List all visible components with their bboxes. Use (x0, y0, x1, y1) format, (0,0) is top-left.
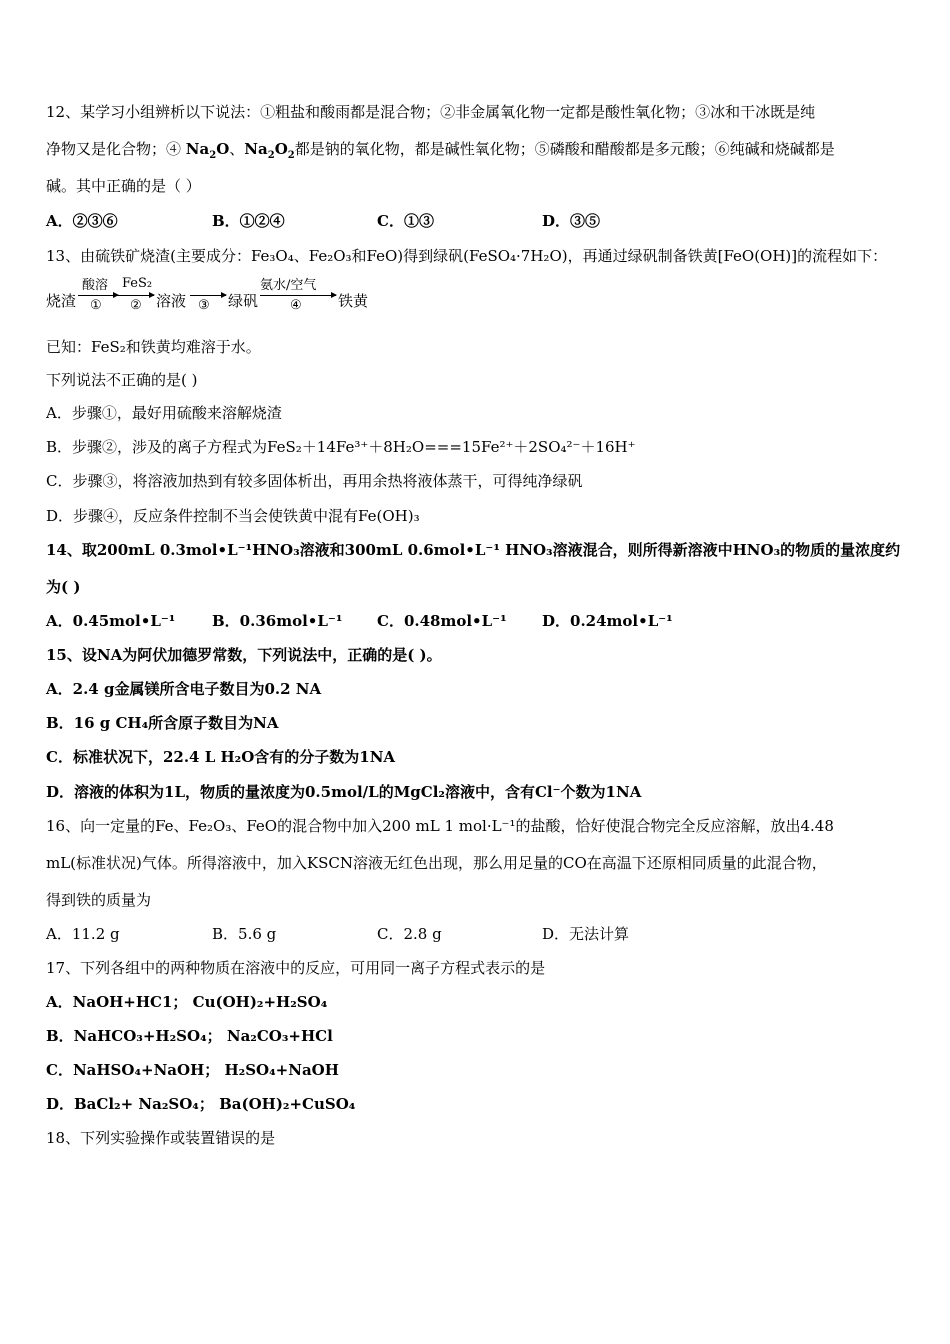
q12-line3: 碱。其中正确的是（ ） (46, 177, 201, 195)
flow-mid1: 溶液 (156, 292, 187, 310)
q15-line1: 15、设NA为阿伏加德罗常数，下列说法中，正确的是( )。 (46, 646, 442, 664)
q14-option-c: C．0.48mol•L⁻¹ (377, 612, 507, 630)
flow-start: 烧渣 (46, 292, 77, 310)
q13-flow-diagram (46, 276, 386, 320)
na2o-formula: $Na_2O$ (185, 140, 230, 161)
q14-line1: 14、取200mL 0.3mol•L⁻¹HNO₃溶液和300mL 0.6mol•L⁻¹ HNO₃溶液混合，则所得新溶液中HNO₃的物质的量浓度约 (46, 541, 901, 559)
q13-line1: 13、由硫铁矿烧渣(主要成分：Fe₃O₄、Fe₂O₃和FeO)得到绿矾(FeSO₄·7H₂O)，再通过绿矾制备铁黄[FeO(OH)]的流程如下： (46, 247, 888, 265)
q13-known: 已知：FeS₂和铁黄均难溶于水。 (46, 338, 261, 356)
q12-option-b: B．①②④ (212, 212, 285, 230)
q17-option-a: A．NaOH+HC1； Cu(OH)₂+H₂SO₄ (46, 993, 328, 1011)
q13-option-d: D．步骤④，反应条件控制不当会使铁黄中混有Fe(OH)₃ (46, 507, 420, 525)
q12-line2-a: 净物又是化合物；④ (46, 140, 186, 158)
q13-option-c: C．步骤③，将溶液加热到有较多固体析出，再用余热将液体蒸干，可得纯净绿矾 (46, 472, 583, 490)
flow-label1-top: 酸溶 (82, 278, 109, 293)
flow-arrow-3 (190, 295, 226, 296)
q16-line1: 16、向一定量的Fe、Fe₂O₃、FeO的混合物中加入200 mL 1 mol·L⁻¹的盐酸，恰好使混合物完全反应溶解，放出4.48 (46, 817, 834, 835)
flow-label2-top: FeS₂ (122, 276, 153, 291)
flow-label4-bottom: ④ (290, 298, 302, 313)
q16-option-a: A．11.2 g (46, 925, 120, 943)
flow-label2-bottom: ② (130, 298, 142, 313)
q17-option-c: C．NaHSO₄+NaOH； H₂SO₄+NaOH (46, 1061, 339, 1079)
q14-option-d: D．0.24mol•L⁻¹ (542, 612, 673, 630)
flow-end: 铁黄 (338, 292, 369, 310)
q15-option-b: B．16 g CH₄所含原子数目为NA (46, 714, 279, 732)
flow-arrow-4 (260, 295, 336, 296)
q14-option-b: B．0.36mol•L⁻¹ (212, 612, 343, 630)
q12-line2-b: 、 (229, 140, 245, 158)
q12-option-c: C．①③ (377, 212, 434, 230)
flow-arrow-1 (78, 295, 118, 296)
q18-line1: 18、下列实验操作或装置错误的是 (46, 1129, 276, 1147)
q13-option-a: A．步骤①，最好用硫酸来溶解烧渣 (46, 404, 282, 422)
q15-option-c: C．标准状况下，22.4 L H₂O含有的分子数为1NA (46, 748, 396, 766)
q17-option-d: D．BaCl₂+ Na₂SO₄； Ba(OH)₂+CuSO₄ (46, 1095, 356, 1113)
q15-option-d: D．溶液的体积为1L，物质的量浓度为0.5mol/L的MgCl₂溶液中，含有Cl⁻个数为1NA (46, 783, 642, 801)
flow-label1-bottom: ① (90, 298, 102, 313)
q14-line2: 为( ) (46, 578, 81, 596)
q16-option-c: C．2.8 g (377, 925, 442, 943)
q12-option-d: D．③⑤ (542, 212, 601, 230)
q13-option-b: B．步骤②，涉及的离子方程式为FeS₂＋14Fe³⁺＋8H₂O===15Fe²⁺＋2SO₄²⁻＋16H⁺ (46, 438, 636, 456)
na2o2-formula: $Na_2O_2$ (244, 140, 295, 161)
q13-question: 下列说法不正确的是( ) (46, 371, 198, 389)
q12-option-a: A．②③⑥ (46, 212, 118, 230)
q17-option-b: B．NaHCO₃+H₂SO₄； Na₂CO₃+HCl (46, 1027, 333, 1045)
flow-arrow-2 (118, 295, 154, 296)
q16-line3: 得到铁的质量为 (46, 891, 152, 909)
q17-line1: 17、下列各组中的两种物质在溶液中的反应，可用同一离子方程式表示的是 (46, 959, 546, 977)
flow-label4-top: 氨水/空气 (260, 278, 317, 293)
flow-label3-bottom: ③ (198, 298, 210, 313)
q15-option-a: A．2.4 g金属镁所含电子数目为0.2 NA (46, 680, 322, 698)
flow-mid2: 绿矾 (228, 292, 259, 310)
q16-option-b: B．5.6 g (212, 925, 277, 943)
q16-line2: mL(标准状况)气体。所得溶液中，加入KSCN溶液无红色出现，那么用足量的CO在高温下还原相同质量的此混合物， (46, 854, 827, 872)
q16-option-d: D．无法计算 (542, 925, 630, 943)
q12-line1: 12、某学习小组辨析以下说法：①粗盐和酸雨都是混合物；②非金属氧化物一定都是酸性氧化物；③冰和干冰既是纯 (46, 103, 816, 121)
q14-option-a: A．0.45mol•L⁻¹ (46, 612, 176, 630)
q12-line2-c: 都是钠的氧化物，都是碱性氧化物；⑤磷酸和醋酸都是多元酸；⑥纯碱和烧碱都是 (294, 140, 835, 158)
q12-line2 (46, 139, 835, 159)
